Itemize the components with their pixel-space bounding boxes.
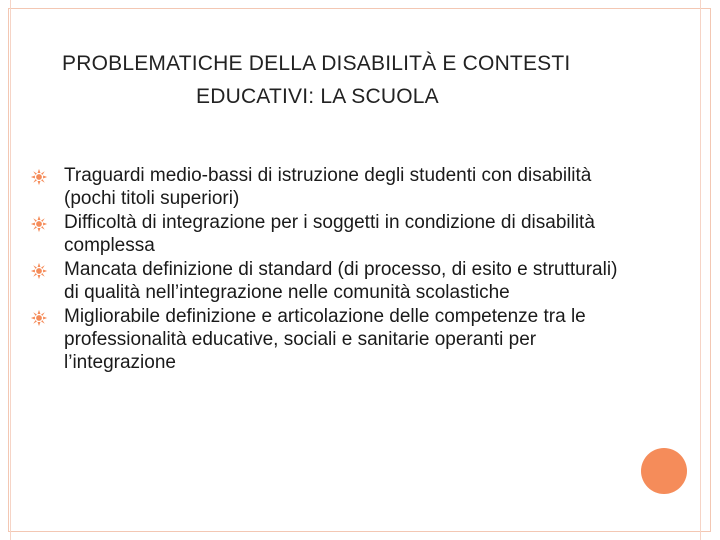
bullet-text: Traguardi medio-bassi di istruzione degli studenti con disabilità (pochi titoli superiori) [64,165,592,209]
list-item [30,258,630,304]
sun-flower-icon [30,262,48,280]
sun-flower-icon [30,215,48,233]
sun-flower-icon [30,309,48,327]
list-item [30,164,630,210]
bullet-text: Difficoltà di integrazione per i soggetti in condizione di disabilità complessa [64,212,595,256]
frame-guide-left [10,0,11,540]
bullet-text: Mancata definizione di standard (di processo, di esito e strutturali) di qualità nell’integrazione nelle comunità scolastiche [64,259,618,303]
title-line-1: PROBLEMATICHE DELLA DISABILITÀ E CONTESTI [62,52,571,75]
decorative-circle [641,448,687,494]
list-item [30,305,630,374]
sun-flower-icon [30,168,48,186]
bullet-text: Migliorabile definizione e articolazione delle competenze tra le professionalità educative, sociali e sanitarie operanti per l’integrazione [64,306,586,373]
frame-guide-right [700,0,701,540]
title-line-2: EDUCATIVI: LA SCUOLA [196,85,439,108]
list-item [30,211,630,257]
bullet-list [30,164,630,375]
